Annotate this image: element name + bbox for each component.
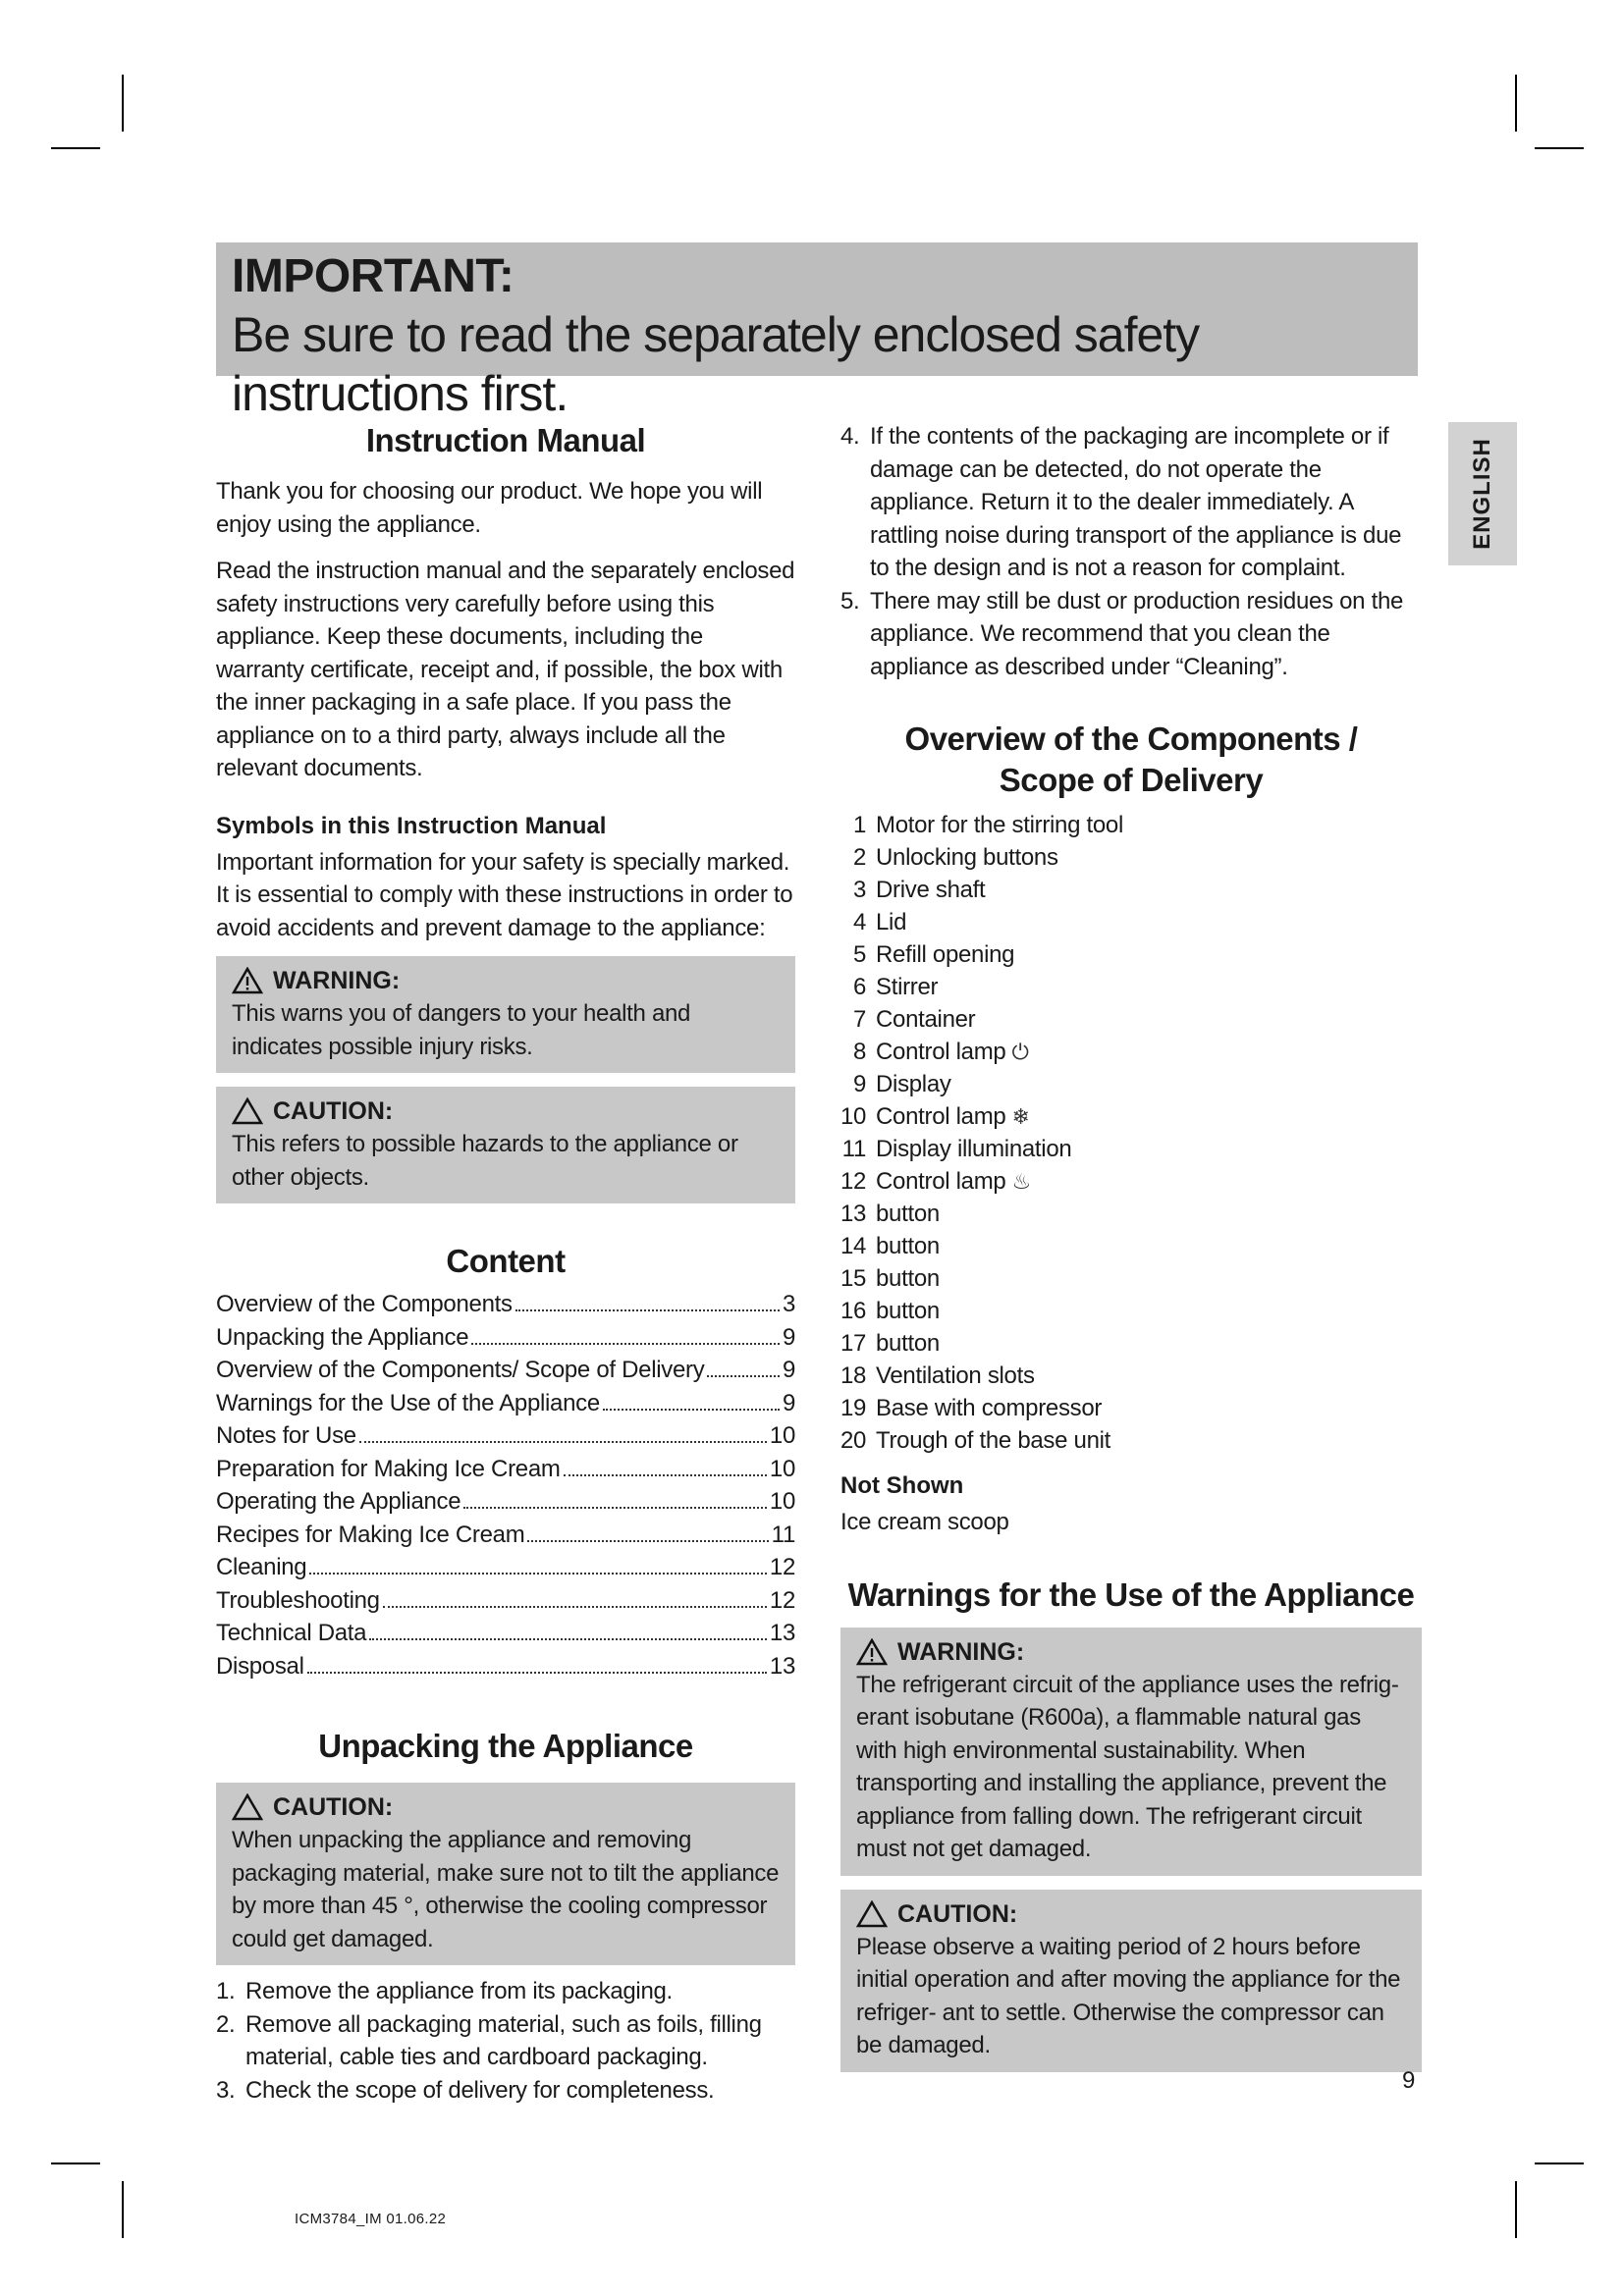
list-item: 1. Remove the appliance from its packaging. [216, 1978, 673, 2004]
banner-title: IMPORTANT: [232, 250, 514, 302]
toc-row[interactable]: Technical Data 13 [216, 1620, 795, 1646]
component-item: 19 Base with compressor [840, 1395, 1103, 1421]
refrigerant-warning-box [840, 1628, 1422, 1876]
toc-row[interactable]: Troubleshooting 12 [216, 1586, 795, 1614]
page-number: 9 [1402, 2067, 1416, 2094]
component-item: 15 button [840, 1265, 940, 1292]
components-list [840, 809, 1422, 1457]
toc-row[interactable]: Warnings for the Use of the Appliance 9 [216, 1389, 795, 1416]
intro-paragraph: Thank you for choosing our product. We hope you will enjoy using the appliance. [216, 478, 763, 538]
warning-label: WARNING: [897, 1637, 1025, 1666]
toc-row[interactable]: Preparation for Making Ice Cream 10 [216, 1455, 795, 1482]
power-icon: ⏻ [1011, 1040, 1029, 1064]
ice-cream-icon: ♨ [1011, 1169, 1031, 1194]
crop-mark [51, 147, 100, 149]
right-column [840, 420, 1422, 2072]
crop-mark [51, 2163, 100, 2164]
caution-label: CAUTION: [897, 1899, 1018, 1928]
component-item: 2 Unlocking buttons [852, 844, 1058, 871]
caution-triangle-icon [232, 1097, 263, 1125]
component-item: 11 Display illumination [841, 1136, 1072, 1162]
settling-caution-box [840, 1890, 1422, 2072]
toc-row[interactable]: Operating the Appliance 10 [216, 1488, 795, 1515]
unpacking-steps-continued [840, 420, 1422, 683]
component-item: 3 Drive shaft [852, 877, 986, 903]
crop-mark [1535, 2163, 1584, 2164]
important-banner [216, 242, 1418, 421]
banner-text: Be sure to read the separately enclosed safety instructions first. [232, 307, 1200, 421]
footer-document-code: ICM3784_IM 01.06.22 [295, 2211, 447, 2227]
warning-text: This warns you of dangers to your health and indicates possible injury risks. [232, 1000, 691, 1060]
component-item: 7 Container [852, 1006, 976, 1033]
component-item: 13 button [840, 1201, 940, 1227]
language-label: ENGLISH [1469, 438, 1495, 550]
list-item: 2. Remove all packaging material, such as foils, filling material, cable ties and cardboard packaging. [216, 2010, 762, 2070]
caution-label: CAUTION: [273, 1793, 394, 1821]
component-item: 18 Ventilation slots [840, 1362, 1035, 1389]
content-heading: Content [446, 1243, 566, 1279]
overview-heading: Overview of the Components / Scope of Delivery [904, 721, 1358, 798]
crop-mark [1515, 2181, 1517, 2238]
component-item: 6 Stirrer [852, 974, 939, 1000]
warnings-heading: Warnings for the Use of the Appliance [847, 1575, 1415, 1613]
crop-mark [1515, 75, 1517, 132]
caution-triangle-icon [856, 1900, 888, 1928]
settling-caution-text: Please observe a waiting period of 2 hours before initial operation and after moving the appliance for the refriger- ant to settle. Otherwise the compressor can be damaged. [856, 1933, 1401, 2058]
not-shown-item: Ice cream scoop [840, 1509, 1009, 1535]
list-item: 4. If the contents of the packaging are incomplete or if damage can be detected, do not operate the appliance. Return it to the dealer immediately. A rattling noise during transport of the appliance is due to the design and is not a reason for complaint. [840, 423, 1402, 581]
component-item: 10 Control lamp ❄ [840, 1100, 1422, 1133]
component-item: 1 Motor for the stirring tool [852, 812, 1123, 838]
crop-mark [122, 75, 124, 132]
list-item: 5. There may still be dust or production residues on the appliance. We recommend that you clean the appliance as described under “Cleaning”. [840, 587, 1404, 680]
caution-label: CAUTION: [273, 1097, 394, 1125]
unpacking-caution-box [216, 1783, 795, 1965]
toc-row[interactable]: Unpacking the Appliance 9 [216, 1323, 795, 1351]
component-item: 14 button [840, 1233, 940, 1259]
warning-box [216, 956, 795, 1073]
toc-row[interactable]: Recipes for Making Ice Cream 11 [216, 1521, 795, 1548]
toc-row[interactable]: Cleaning 12 [216, 1554, 795, 1580]
component-item: 5 Refill opening [852, 941, 1015, 968]
component-item: 20 Trough of the base unit [840, 1427, 1111, 1454]
unpacking-heading: Unpacking the Appliance [318, 1728, 693, 1764]
caution-text: This refers to possible hazards to the appliance or other objects. [232, 1131, 738, 1191]
caution-triangle-icon [232, 1793, 263, 1821]
component-item: 12 Control lamp ♨ [840, 1165, 1422, 1198]
left-column [216, 420, 795, 2107]
read-manual-paragraph: Read the instruction manual and the separately enclosed safety instructions very carefully before using this appliance. Keep these documents, including the warranty certificate, receipt and, if possible, the box with the inner packaging in a safe place. If you pass the appliance on to a third party, always include all the relevant documents. [216, 558, 795, 781]
crop-mark [1535, 147, 1584, 149]
component-item: 17 button [840, 1330, 940, 1357]
symbols-paragraph: Important information for your safety is specially marked. It is essential to comply with these instructions in order to avoid accidents and prevent damage to the appliance: [216, 848, 793, 941]
warning-triangle-icon [232, 967, 263, 994]
symbols-heading: Symbols in this Instruction Manual [216, 812, 607, 839]
component-item: 8 Control lamp ⏻ [840, 1036, 1422, 1068]
toc-row[interactable]: Overview of the Components/ Scope of Delivery 9 [216, 1357, 795, 1383]
instruction-manual-heading: Instruction Manual [365, 422, 646, 458]
component-item: 16 button [840, 1298, 940, 1324]
component-item: 4 Lid [852, 909, 907, 935]
snowflake-icon: ❄ [1011, 1104, 1030, 1129]
table-of-contents [216, 1288, 795, 1682]
unpacking-steps [216, 1975, 795, 2107]
toc-row[interactable]: Overview of the Components 3 [216, 1291, 795, 1317]
warning-label: WARNING: [273, 967, 401, 994]
caution-box [216, 1087, 795, 1203]
refrigerant-warning-text: The refrigerant circuit of the appliance uses the refrig- erant isobutane (R600a), a flammable natural gas with high environmental sustainability. When transporting and installing the appliance, prevent the appliance from falling down. The refrigerant circuit must not get damaged. [856, 1671, 1399, 1862]
not-shown-heading: Not Shown [840, 1472, 964, 1499]
unpacking-caution-text: When unpacking the appliance and removing packaging material, make sure not to tilt the appliance by more than 45 °, otherwise the cooling compressor could get damaged. [232, 1827, 780, 1952]
toc-row[interactable]: Disposal 13 [216, 1652, 795, 1680]
list-item: 3. Check the scope of delivery for completeness. [216, 2076, 715, 2104]
crop-mark [122, 2181, 124, 2238]
language-tab [1448, 422, 1517, 565]
component-item: 9 Display [852, 1071, 951, 1097]
warning-triangle-icon [856, 1638, 888, 1666]
toc-row[interactable]: Notes for Use 10 [216, 1422, 795, 1449]
